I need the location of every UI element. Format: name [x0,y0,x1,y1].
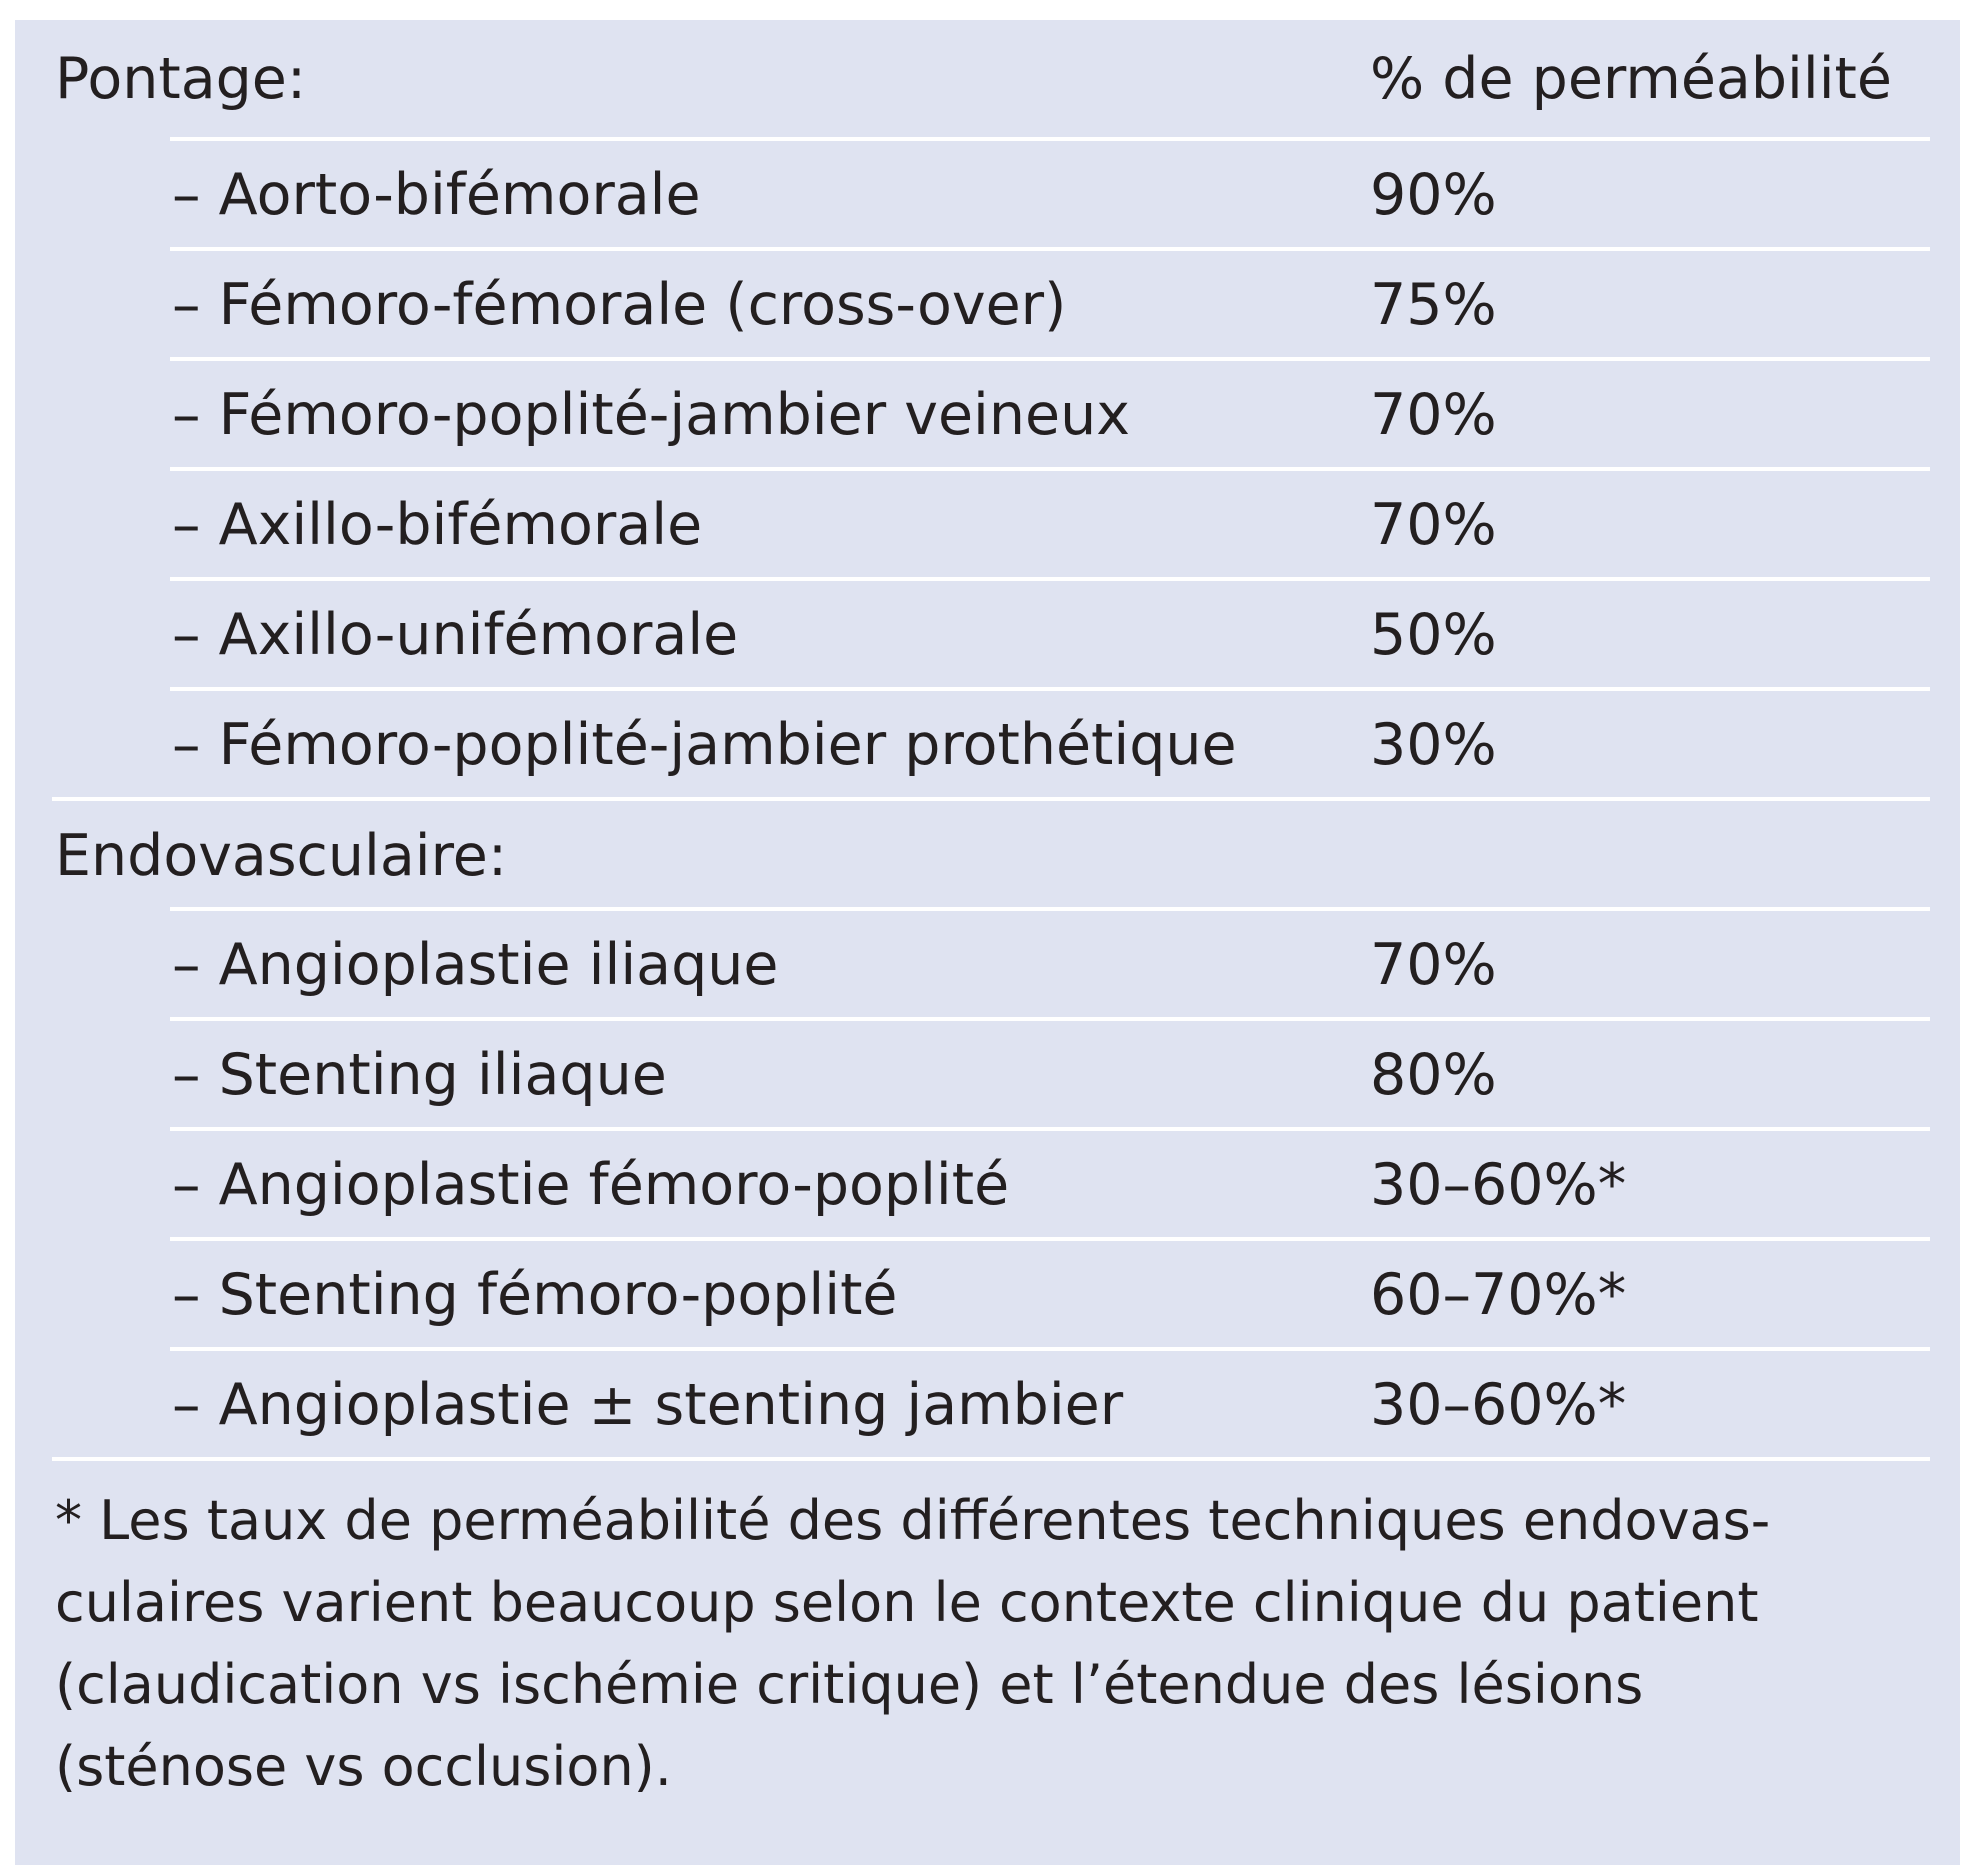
table-row [15,1351,1960,1461]
row-value: 30–60%* [1370,1152,1627,1218]
row-value: 90% [1370,162,1497,228]
column-header-permeability: % de perméabilité [1370,46,1892,112]
row-label: – Stenting fémoro-poplité [172,1262,898,1328]
footnote-line: (sténose vs occlusion). [55,1735,672,1798]
row-label: – Angioplastie fémoro-poplité [172,1152,1010,1218]
section-header-endovasculaire [15,801,1960,911]
row-value: 70% [1370,382,1497,448]
row-label: – Fémoro-poplité-jambier prothétique [172,712,1237,778]
row-label: – Axillo-unifémorale [172,602,739,668]
row-value: 30% [1370,712,1497,778]
row-label: – Angioplastie iliaque [172,932,779,998]
footnote-line: * Les taux de perméabilité des différentes techniques endovas- [55,1489,1771,1552]
section-header-pontage [15,20,1960,136]
table-row [15,471,1960,581]
row-label: – Stenting iliaque [172,1042,667,1108]
table-row [15,1241,1960,1351]
table-row [15,691,1960,801]
table-row [15,251,1960,361]
row-value: 60–70%* [1370,1262,1627,1328]
row-label: – Aorto-bifémorale [172,162,701,228]
table-row [15,141,1960,251]
row-value: 80% [1370,1042,1497,1108]
row-value: 70% [1370,932,1497,998]
row-label: – Axillo-bifémorale [172,492,703,558]
footnote-line: (claudication vs ischémie critique) et l’étendue des lésions [55,1653,1644,1716]
row-label: – Angioplastie ± stenting jambier [172,1372,1124,1438]
section-label: Endovasculaire: [55,823,508,889]
row-value: 50% [1370,602,1497,668]
footnote-line: culaires varient beaucoup selon le contexte clinique du patient [55,1571,1759,1634]
row-value: 30–60%* [1370,1372,1627,1438]
section-divider [52,1457,1930,1461]
row-label: – Fémoro-fémorale (cross-over) [172,272,1067,338]
patency-table [15,20,1960,1865]
row-label: – Fémoro-poplité-jambier veineux [172,382,1130,448]
footnote [55,1480,1925,1808]
row-value: 75% [1370,272,1497,338]
table-row [15,1021,1960,1131]
table-row [15,911,1960,1021]
section-label: Pontage: [55,46,307,112]
table-row [15,581,1960,691]
table-row [15,361,1960,471]
table-row [15,1131,1960,1241]
row-value: 70% [1370,492,1497,558]
